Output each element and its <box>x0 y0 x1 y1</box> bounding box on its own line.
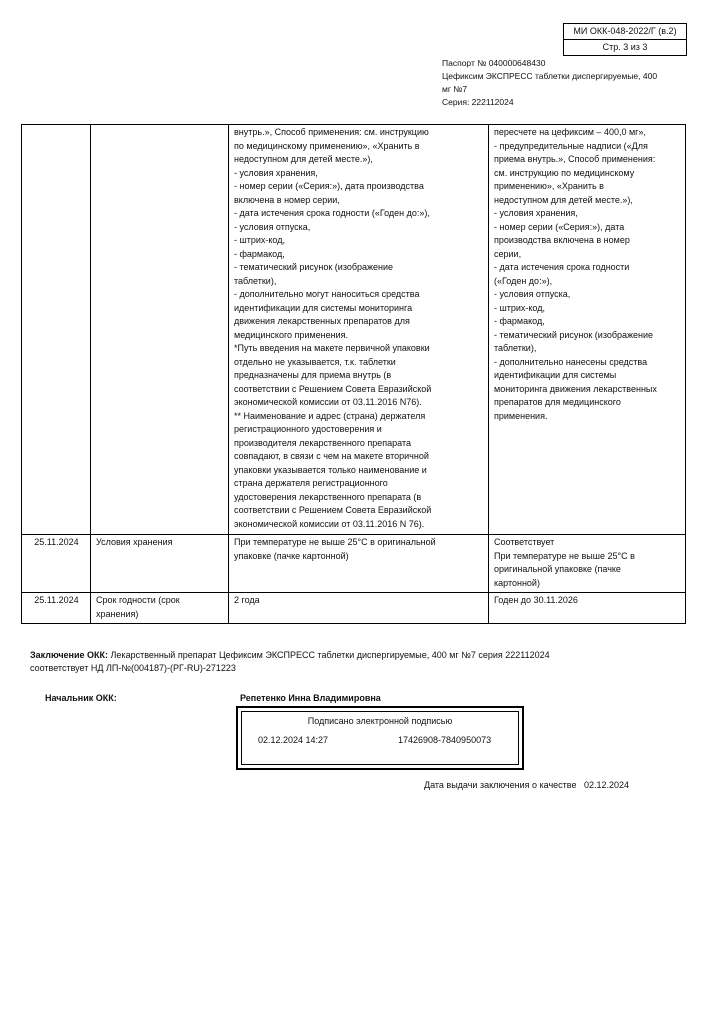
text-line: страна держателя регистрационного <box>234 478 388 488</box>
text-line: - дополнительно могут наноситься средства <box>234 289 420 299</box>
result-cell <box>489 593 686 624</box>
conclusion-text-line2: соответствует НД ЛП-№(004187)-(РГ-RU)-271223 <box>30 662 236 673</box>
text-line: включена в номер серии, <box>234 194 340 205</box>
stamp-id: 17426908-7840950073 <box>398 735 492 745</box>
page-number: Стр. 3 из 3 <box>564 39 686 55</box>
issue-date-line <box>424 780 629 790</box>
text-line: 2 года <box>234 595 260 605</box>
text-line: - условия хранения, <box>494 208 578 218</box>
requirement-cell <box>229 125 489 535</box>
text-line: мониторинга движения лекарственных <box>494 383 657 394</box>
issue-date: 02.12.2024 <box>583 780 630 790</box>
text-line: *Путь введения на макете первичной упаковки <box>234 343 430 353</box>
text-line: - фармакод, <box>234 248 285 259</box>
text-line: экономической комиссии от 03.11.2016 N76). <box>234 397 422 407</box>
text-line: экономической комиссии от 03.11.2016 N 76). <box>234 518 425 529</box>
head-name: Репетенко Инна Владимировна <box>240 693 381 703</box>
conclusion-text-line1: Лекарственный препарат Цефиксим ЭКСПРЕСС таблетки диспергируемые, 400 мг №7 серия 222112024 <box>108 650 550 660</box>
text-line: оригинальной упаковке (пачке <box>494 564 621 574</box>
text-line: удостоверения лекарственного препарата (в <box>234 491 422 502</box>
test-name-cell: Условия хранения <box>91 535 229 593</box>
table-row <box>22 535 686 593</box>
text-line: - условия хранения, <box>234 167 318 178</box>
text-line: движения лекарственных препаратов для <box>234 316 410 326</box>
text-line: («Годен до:»), <box>494 275 553 286</box>
text-line: см. инструкцию по медицинскому <box>494 167 635 178</box>
text-line: производства включена в номер <box>494 235 630 245</box>
test-name-cell <box>91 125 229 535</box>
text-line: применения. <box>494 410 548 421</box>
text-line: таблетки), <box>494 343 537 353</box>
passport-block <box>442 57 672 109</box>
stamp-datetime: 02.12.2024 14:27 <box>258 735 329 745</box>
text-line: - дата истечения срока годности («Годен до:»), <box>234 208 430 218</box>
text-line: ** Наименование и адрес (страна) держателя <box>234 410 426 421</box>
text-line: внутрь.», Способ применения: см. инструкцию <box>234 127 429 137</box>
text-line: Соответствует <box>494 537 555 547</box>
text-line: - штрих-код, <box>494 302 545 313</box>
text-line: картонной) <box>494 577 540 588</box>
text-line: недоступном для детей месте.»), <box>234 154 373 164</box>
text-line: - номер серии («Серия:»), дата <box>494 221 625 232</box>
text-line: приема внутрь.», Способ применения: <box>494 154 656 164</box>
text-line: - фармакод, <box>494 316 545 326</box>
text-line: пересчете на цефиксим – 400,0 мг», <box>494 127 646 137</box>
text-line: медицинского применения. <box>234 329 349 340</box>
test-date-cell: 25.11.2024 <box>22 535 91 593</box>
requirement-cell <box>229 535 489 593</box>
text-line: недоступном для детей месте.»), <box>494 194 633 205</box>
product-name-line1: Цефиксим ЭКСПРЕСС таблетки диспергируемые, 400 <box>442 71 658 81</box>
text-line: - условия отпуска, <box>494 289 571 299</box>
conclusion <box>30 649 650 674</box>
test-name-cell: Срок годности (срок хранения) <box>91 593 229 624</box>
text-line: серии, <box>494 248 522 259</box>
text-line: - тематический рисунок (изображение <box>234 262 394 272</box>
electronic-signature-stamp <box>236 706 524 770</box>
test-date-cell <box>22 125 91 535</box>
text-line: препаратов для медицинского <box>494 397 621 407</box>
text-line: - предупредительные надписи («Для <box>494 140 648 151</box>
text-line: - дата истечения срока годности <box>494 262 630 272</box>
product-name-line2: мг №7 <box>442 84 468 94</box>
table-row <box>22 125 686 535</box>
text-line: - номер серии («Серия:»), дата производства <box>234 181 424 191</box>
text-line: отдельно не указывается, т.к. таблетки <box>234 356 396 367</box>
text-line: предназначены для приема внутрь (в <box>234 370 392 380</box>
text-line: регистрационного удостоверения и <box>234 424 382 434</box>
text-line: по медицинскому применению», «Хранить в <box>234 140 420 151</box>
text-line: - тематический рисунок (изображение <box>494 329 654 340</box>
requirement-cell <box>229 593 489 624</box>
text-line: производителя лекарственного препарата <box>234 437 412 448</box>
text-line: соответствии с Решением Совета Евразийской <box>234 505 432 515</box>
result-cell <box>489 535 686 593</box>
conclusion-label: Заключение ОКК: <box>30 650 109 660</box>
quality-table <box>21 124 686 624</box>
text-line: совпадают, в связи с чем на макете вторичной <box>234 451 429 461</box>
text-line: - условия отпуска, <box>234 221 311 232</box>
passport-number: Паспорт № 040000648430 <box>442 58 546 68</box>
text-line: упаковки указывается только наименование и <box>234 464 427 475</box>
table-row <box>22 593 686 624</box>
text-line: - штрих-код, <box>234 235 285 245</box>
result-cell <box>489 125 686 535</box>
text-line: упаковке (пачке картонной) <box>234 550 349 561</box>
text-line: таблетки), <box>234 275 277 286</box>
test-date-cell: 25.11.2024 <box>22 593 91 624</box>
stamp-title: Подписано электронной подписью <box>307 716 453 726</box>
document-code-box <box>563 23 687 56</box>
text-line: идентификации для системы мониторинга <box>234 302 413 313</box>
text-line: соответствии с Решением Совета Евразийской <box>234 383 432 394</box>
text-line: При температуре не выше 25°С в оригинальной <box>234 537 436 547</box>
text-line: идентификации для системы <box>494 370 617 380</box>
head-label: Начальник ОКК: <box>45 693 117 703</box>
document-code: МИ ОКК-048-2022/Г (в.2) <box>573 26 677 36</box>
issue-date-label: Дата выдачи заключения о качестве <box>424 780 577 790</box>
text-line: При температуре не выше 25°С в <box>494 550 635 561</box>
text-line: - дополнительно нанесены средства <box>494 356 648 367</box>
text-line: применению», «Хранить в <box>494 181 604 191</box>
series-number: Серия: 222112024 <box>442 97 514 107</box>
text-line: Годен до 30.11.2026 <box>494 595 578 605</box>
